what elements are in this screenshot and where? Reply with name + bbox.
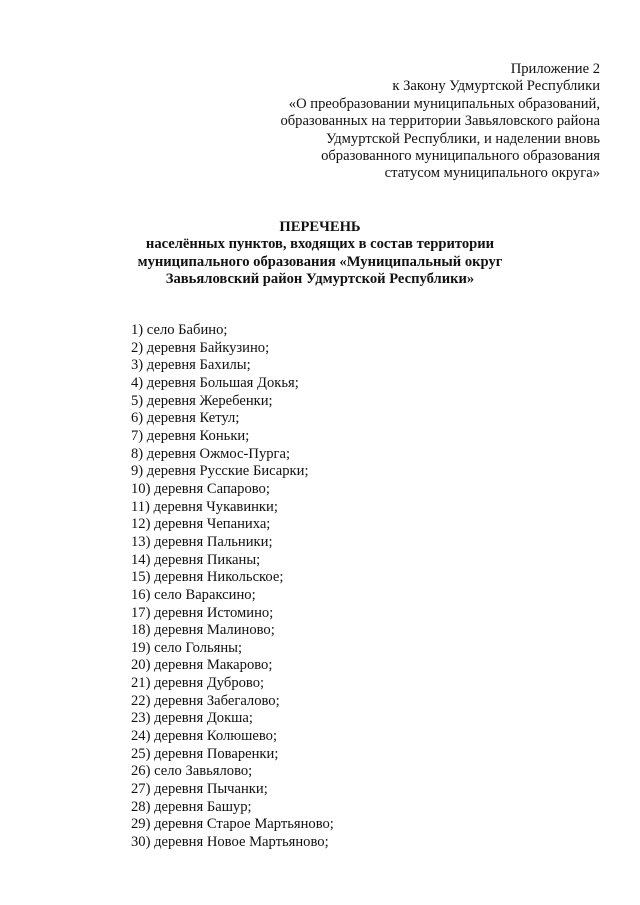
settlement-item: 12) деревня Чепаниха; xyxy=(131,516,271,533)
appendix-line: Приложение 2 xyxy=(510,61,600,77)
settlement-item: 23) деревня Докша; xyxy=(131,710,253,727)
settlement-item: 30) деревня Новое Мартьяново; xyxy=(131,834,329,851)
settlement-item: 27) деревня Пычанки; xyxy=(131,781,268,798)
settlement-item: 20) деревня Макарово; xyxy=(131,657,273,674)
document-subtitle-line: Завьяловский район Удмуртской Республики» xyxy=(165,271,475,288)
settlement-item: 13) деревня Пальники; xyxy=(131,533,273,550)
settlement-item: 14) деревня Пиканы; xyxy=(131,551,261,568)
settlement-item: 6) деревня Кетул; xyxy=(131,410,240,427)
document-subtitle-line: населённых пунктов, входящих в состав территории xyxy=(145,236,495,253)
settlement-item: 3) деревня Бахилы; xyxy=(131,357,251,374)
settlement-item: 17) деревня Истомино; xyxy=(131,604,274,621)
appendix-note xyxy=(280,61,600,183)
settlement-item: 22) деревня Забегалово; xyxy=(131,692,280,709)
settlement-item: 2) деревня Байкузино; xyxy=(131,339,270,356)
settlement-item: 21) деревня Дуброво; xyxy=(131,675,265,692)
appendix-line: к Закону Удмуртской Республики xyxy=(392,78,600,95)
appendix-line: «О преобразовании муниципальных образований, xyxy=(288,95,600,112)
settlement-item: 24) деревня Колюшево; xyxy=(131,728,277,745)
settlement-item: 1) село Бабино; xyxy=(131,322,228,338)
document-subtitle-line: муниципального образования «Муниципальный округ xyxy=(137,253,503,270)
settlement-item: 7) деревня Коньки; xyxy=(131,427,250,444)
appendix-line: образованного муниципального образования xyxy=(321,148,600,165)
settlement-item: 18) деревня Малиново; xyxy=(131,622,275,639)
appendix-line: статусом муниципального округа» xyxy=(384,165,600,182)
document-heading xyxy=(0,219,640,289)
document-title: ПЕРЕЧЕНЬ xyxy=(279,219,361,235)
settlement-item: 15) деревня Никольское; xyxy=(131,569,284,586)
settlement-item: 16) село Вараксино; xyxy=(131,586,256,603)
settlement-item: 28) деревня Башур; xyxy=(131,798,252,815)
settlement-item: 8) деревня Ожмос-Пурга; xyxy=(131,445,291,462)
settlement-item: 11) деревня Чукавинки; xyxy=(131,498,278,515)
settlement-item: 4) деревня Большая Докья; xyxy=(131,374,299,391)
settlement-item: 5) деревня Жеребенки; xyxy=(131,392,273,409)
settlement-item: 19) село Гольяны; xyxy=(131,639,243,656)
settlement-item: 25) деревня Поваренки; xyxy=(131,745,279,762)
settlement-item: 29) деревня Старое Мартьяново; xyxy=(131,816,334,833)
settlement-item: 26) село Завьялово; xyxy=(131,763,253,780)
settlement-item: 9) деревня Русские Бисарки; xyxy=(131,463,309,480)
settlement-item: 10) деревня Сапарово; xyxy=(131,480,270,497)
settlement-list xyxy=(131,322,334,852)
appendix-line: образованных на территории Завьяловского района xyxy=(280,113,600,130)
appendix-line: Удмуртской Республики, и наделении вновь xyxy=(325,130,600,147)
